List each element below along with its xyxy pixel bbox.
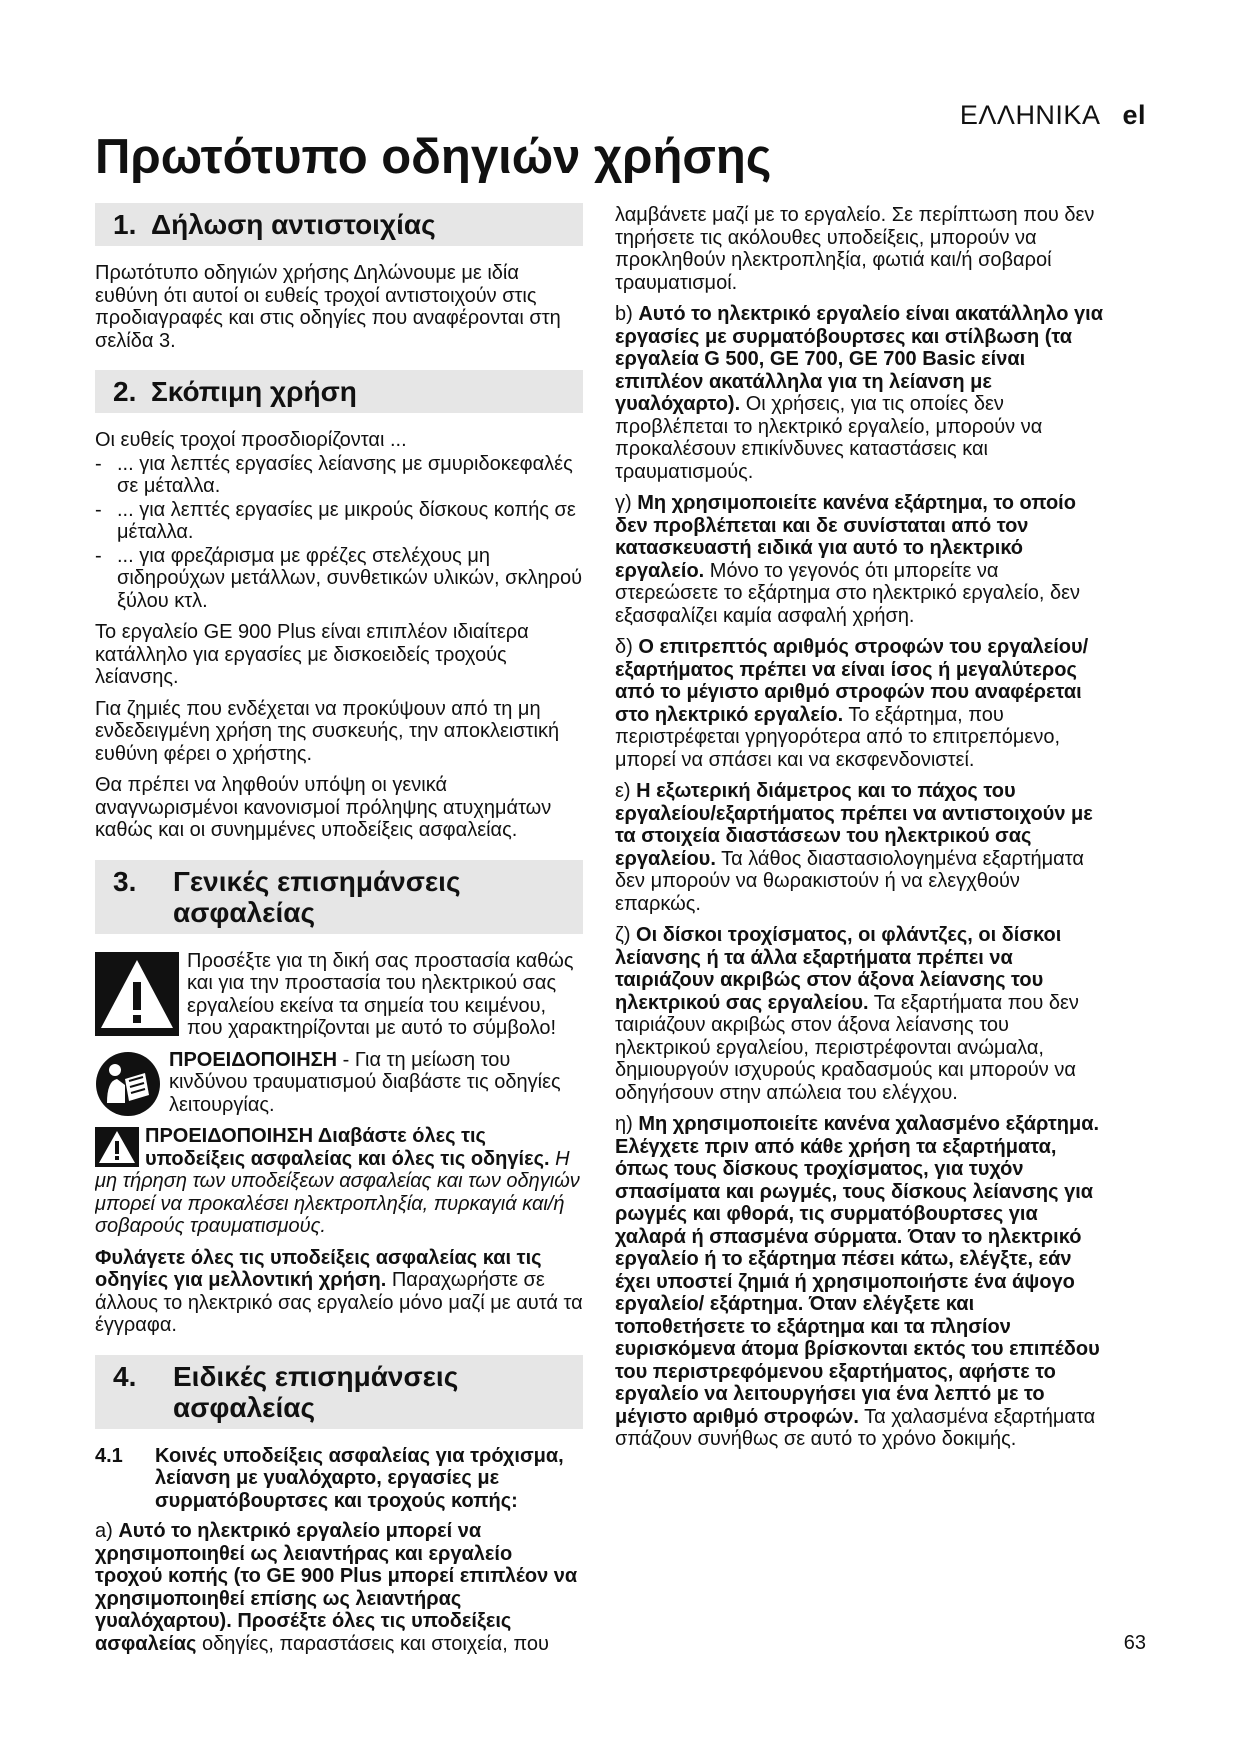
item-b-text: Οι χρήσεις, για τις οποίες δεν προβλέπεται το ηλεκτρικό εργαλείο, μπορούν να προκαλέσουν επικίνδυνες καταστάσεις και τραυματισμούς. <box>615 393 1043 483</box>
item-f-bold: Οι δίσκοι τροχίσματος, οι φλάντζες, οι δίσκοι λείανσης ή τα άλλα εξαρτήματα πρέπει να ταιριάζουν ακριβώς στον άξονα λείανσης του ηλεκτρικού σας εργαλείου. <box>615 924 1062 1014</box>
warning-label: ΠΡΟΕΙΔΟΠΟΙΗΣΗ <box>169 1048 338 1071</box>
item-g-bold: Μη χρησιμοποιείτε κανένα χαλασμένο εξάρτημα. Ελέγχετε πριν από κάθε χρήση τα εξαρτήματα, όπως τους δίσκους τροχίσματος, για τυχόν σπασίματα και ρωγμές, τους δίσκους λείανσης για ρωγμές και φθορά, τις συρματόβουρτσες για χαλαρά ή σπασμένα σύρματα. Όταν το ηλεκτρικό εργαλείο ή το εξάρτημα πέσει κάτω, ελέγξτε, εάν έχει υποστεί ζημιά ή χρησιμοποιήστε ένα άψογο εργαλείο/ εξάρτημα. Όταν ελέγξετε και τοποθετήσετε το εξάρτημα και τα πλησίον ευρισκόμενα άτομα βρίσκονται εκτός του επιπέδου του περιστρεφόμενου εξαρτήματος, αφήστε το εργαλείο να λειτουργήσει για ένα λεπτό με το μέγιστο αριθμό στροφών. <box>615 1113 1100 1428</box>
item-label: γ) <box>615 492 638 514</box>
language-label: ΕΛΛΗΝΙΚΑ <box>959 100 1101 130</box>
item-d-text: Το εξάρτημα, που περιστρέφεται γρηγορότερα από το επιτρεπόμενο, μπορεί να σπάσει και να εκσφενδονιστεί. <box>615 703 1061 771</box>
intended-use-list <box>95 453 583 613</box>
item-c-bold: Μη χρησιμοποιείτε κανένα εξάρτημα, το οποίο δεν προβλέπεται και δε συνίσταται από τον κατασκευαστή ειδικά για αυτό το ηλεκτρικό εργαλείο. <box>615 492 1076 582</box>
list-item: - ... για λεπτές εργασίες λείανσης με σμυριδοκεφαλές σε μέταλλα. <box>95 453 583 498</box>
item-f-text: Τα εξαρτήματα που δεν ταιριάζουν ακριβώς στον άξονα λείανσης του ηλεκτρικού εργαλείου, περιστρέφονται ανώμαλα, δημιουργούν ισχυρούς κραδασμούς και μπορούν να οδηγήσουν στην απώλεια του ελέγχου. <box>615 991 1079 1104</box>
subsection-4-1-heading <box>95 1445 583 1513</box>
document-title: Πρωτότυπο οδηγιών χρήσης <box>95 130 772 184</box>
section-title: Γενικές επισημάνσεις ασφαλείας <box>173 865 461 928</box>
item-label: η) <box>615 1113 639 1135</box>
keep-instructions-text: Παραχωρήστε σε άλλους το ηλεκτρικό σας εργαλείο μόνο μαζί με αυτά τα έγγραφα. <box>95 1269 583 1336</box>
intended-use-intro: Οι ευθείς τροχοί προσδιορίζονται ... <box>95 429 407 451</box>
item-a-text: λαμβάνετε μαζί με το εργαλείο. Σε περίπτωση που δεν τηρήσετε τις ακόλουθες υποδείξεις, μπορούν να προκληθούν ηλεκτροπληξία, φωτιά και/ή σοβαροί τραυματισμοί. <box>615 204 1095 294</box>
item-g <box>615 1113 1103 1451</box>
item-label: a) <box>95 1520 119 1542</box>
item-label: b) <box>615 303 639 325</box>
item-d <box>615 636 1103 771</box>
item-c <box>615 492 1103 627</box>
read-manual-icon <box>95 1051 161 1117</box>
symbol-notice-text: Προσέξτε για τη δική σας προστασία καθώς και για την προστασία του ηλεκτρικού σας εργαλείου εκείνα τα σημεία του κειμένου, που χαρακτηρίζονται με αυτό το σύμβολο! <box>187 949 574 1039</box>
list-item: - ... για λεπτές εργασίες με μικρούς δίσκους κοπής σε μέταλλα. <box>95 499 583 544</box>
section-title: Σκόπιμη χρήση <box>151 376 357 407</box>
language-header <box>960 100 1146 131</box>
item-d-bold: Ο επιτρεπτός αριθμός στροφών του εργαλείου/εξαρτήματος πρέπει να είναι ίσος ή μεγαλύτερος από το μέγιστο αριθμό στροφών που αναφέρεται στο ηλεκτρικό εργαλείο. <box>615 636 1089 726</box>
language-code: el <box>1122 100 1146 130</box>
item-g-text: Τα χαλασμένα εξαρτήματα σπάζουν συνήθως σε αυτό το χρόνο δοκιμής. <box>615 1405 1096 1450</box>
item-label: ζ) <box>615 924 637 946</box>
section-number: 1. <box>113 209 137 240</box>
item-label: ε) <box>615 780 637 802</box>
warning-text: - Για τη μείωση του κινδύνου τραυματισμού διαβάστε τις οδηγίες λειτουργίας. <box>169 1048 561 1116</box>
warning-italic-text: Η μη τήρηση των υποδείξεων ασφαλείας και των οδηγιών μπορεί να προκαλέσει ηλεκτροπληξία, πυρκαγιά και/ή σοβαρούς τραυματισμούς. <box>95 1147 580 1237</box>
item-c-text: Μόνο το γεγονός ότι μπορείτε να στερεώσετε το εξάρτημα στο ηλεκτρικό εργαλείο, δεν εξασφαλίζει καμία ασφαλή χρήση. <box>615 559 1080 627</box>
item-a-bold: Αυτό το ηλεκτρικό εργαλείο μπορεί να χρησιμοποιηθεί ως λειαντήρας και εργαλείο τροχού κοπής (το GE 900 Plus μπορεί επιπλέον να χρησιμοποιηθεί επίσης ως λειαντήρας γυαλόχαρτου). Προσέξτε όλες τις υποδείξεις ασφαλείας <box>95 1520 578 1654</box>
item-a-continuation <box>615 203 1103 294</box>
left-column <box>95 203 583 1654</box>
section-number: 2. <box>113 376 137 407</box>
item-b-bold: Αυτό το ηλεκτρικό εργαλείο είναι ακατάλληλο για εργασίες με συρματόβουρτσες και στίλβωση (τα εργαλεία G 500, GE 700, GE 700 Basic είναι επιπλέον ακατάλληλα για τη λείανση με γυαλόχαρτο). <box>615 303 1104 415</box>
right-column <box>615 203 1103 1460</box>
paragraph: Για ζημιές που ενδέχεται να προκύψουν από τη μη ενδεδειγμένη χρήση της συσκευής, την αποκλειστική ευθύνη φέρει ο χρήστης. <box>95 697 560 765</box>
keep-instructions-bold: Φυλάγετε όλες τις υποδείξεις ασφαλείας και τις οδηγίες για μελλοντική χρήση. <box>95 1246 542 1291</box>
section-number: 3. <box>113 865 137 897</box>
manual-warning <box>95 1049 583 1117</box>
item-e-bold: Η εξωτερική διάμετρος και το πάχος του εργαλείου/εξαρτήματος πρέπει να αντιστοιχούν με τα στοιχεία διαστάσεων του ηλεκτρικού σας εργαλείου. <box>615 780 1093 870</box>
section-title: Δήλωση αντιστοιχίας <box>151 209 436 240</box>
section-number: 4. <box>113 1360 137 1392</box>
paragraph: Θα πρέπει να ληφθούν υπόψη οι γενικά αναγνωρισμένοι κανονισμοί πρόληψης ατυχημάτων καθώς και οι συνημμένες υποδείξεις ασφαλείας. <box>95 774 552 841</box>
item-e <box>615 780 1103 915</box>
section-2-heading <box>95 370 583 413</box>
item-a-text: οδηγίες, παραστάσεις και στοιχεία, που <box>202 1632 549 1654</box>
subsection-title: Κοινές υποδείξεις ασφαλείας για τρόχισμα, λείανση με γυαλόχαρτο, εργασίες με συρματόβουρτσες και τροχούς κοπής: <box>155 1444 564 1512</box>
item-e-text: Τα λάθος διαστασιολογημένα εξαρτήματα δεν μπορούν να θωρακιστούν ή να ελεγχθούν επαρκώς. <box>615 847 1084 915</box>
section-4-heading <box>95 1355 583 1429</box>
paragraph: Το εργαλείο GE 900 Plus είναι επιπλέον ιδιαίτερα κατάλληλο για εργασίες με δισκοειδείς τροχούς λείανσης. <box>95 621 529 688</box>
symbol-notice <box>95 950 583 1040</box>
declaration-text: Πρωτότυπο οδηγιών χρήσης Δηλώνουμε με ιδία ευθύνη ότι αυτοί οι ευθείς τροχοί αντιστοιχούν στις προδιαγραφές και στις οδηγίες που αναφέρονται στη σελίδα 3. <box>95 262 561 352</box>
item-b <box>615 303 1103 483</box>
item-label: δ) <box>615 636 639 658</box>
section-title: Ειδικές επισημάνσεις ασφαλείας <box>173 1360 459 1423</box>
read-all-warning <box>95 1125 583 1238</box>
warning-bold-text: ΠΡΟΕΙΔΟΠΟΙΗΣΗ Διαβάστε όλες τις υποδείξεις ασφαλείας και όλες τις οδηγίες. <box>145 1125 550 1170</box>
list-item: - ... για φρεζάρισμα με φρέζες στελέχους μη σιδηρούχων μετάλλων, συνθετικών υλικών, σκληρού ξύλου κτλ. <box>95 545 583 613</box>
warning-triangle-icon <box>95 1127 139 1167</box>
section-3-heading <box>95 860 583 934</box>
subsection-number: 4.1 <box>95 1444 123 1467</box>
page-number: 63 <box>1123 1632 1146 1654</box>
item-f <box>615 924 1103 1104</box>
section-1-heading <box>95 203 583 246</box>
warning-triangle-icon <box>95 952 179 1036</box>
